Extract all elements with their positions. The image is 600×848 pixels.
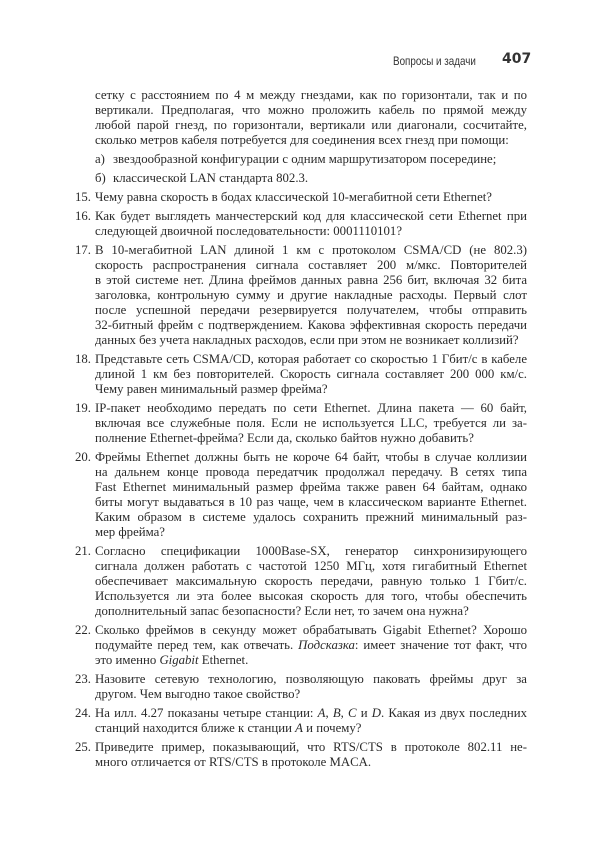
text-line <box>95 480 527 495</box>
item-number: 21. <box>75 544 91 558</box>
text-line <box>95 273 527 288</box>
text-segment: : имеет значение тот факт, что <box>354 638 527 652</box>
text-line <box>95 103 527 118</box>
text-line <box>95 209 527 224</box>
italic-text: B <box>332 706 341 720</box>
question-item <box>60 190 527 205</box>
text-segment: IP-пакет необходимо передать по сети Ethernet. Длина пакета — 60 байт, <box>95 401 527 415</box>
text-line <box>95 740 527 755</box>
question-item <box>60 450 527 540</box>
italic-text: C <box>348 706 357 720</box>
text-line <box>95 638 527 653</box>
text-line <box>95 721 527 736</box>
text-segment: данных без учета накладных расходов, если при этом не возникает коллизий? <box>95 333 519 347</box>
text-segment: следующей двоичной последовательности: 0001110101? <box>95 224 402 238</box>
text-line <box>95 574 527 589</box>
sub-item <box>60 171 527 186</box>
text-segment: в этой системе нет. Длина фреймов данных равна 256 бит, включая 32 бита <box>95 273 527 287</box>
item-number: 24. <box>75 706 91 720</box>
text-segment: любой парой гнезд, по горизонтали, вертикали или диагонали, сосчитайте, <box>95 118 527 132</box>
text-segment: Приведите пример, показывающий, что RTS/CTS в протоколе 802.11 не- <box>95 740 527 754</box>
italic-text: D <box>371 706 381 720</box>
text-segment: Согласно спецификации 1000Base-SX, генератор синхронизирующего <box>95 544 527 558</box>
question-item <box>60 544 527 619</box>
text-segment: это именно <box>95 653 160 667</box>
question-item <box>60 672 527 702</box>
item-number: 18. <box>75 352 91 366</box>
text-line <box>95 258 527 273</box>
item-number: 15. <box>75 190 91 204</box>
question-item <box>60 352 527 397</box>
text-line <box>95 559 527 574</box>
text-line <box>95 367 527 382</box>
text-line <box>95 465 527 480</box>
text-segment: Fast Ethernet минимальный размер фрейма также равен 64 байтам, однако <box>95 480 527 494</box>
text-segment: Назовите сетевую технологию, позволяющую паковать фреймы друг за <box>95 672 527 686</box>
page-number: 407 <box>502 51 532 67</box>
text-segment: мер фрейма? <box>95 525 165 539</box>
questions-list <box>60 88 527 774</box>
text-segment: заголовка, контрольную сумму и другие накладные расходы. Первый слот <box>95 288 527 302</box>
text-segment: подумайте перед тем, как отвечать. <box>95 638 299 652</box>
text-line <box>95 604 527 619</box>
text-line <box>95 687 527 702</box>
text-segment: биты могут выдаваться в 10 раз чаще, чем в классическом варианте Ethernet. <box>95 495 527 509</box>
text-segment: сигнала должен работать с частотой 1250 МГц, хотя гигабитный Ethernet <box>95 559 527 573</box>
text-line <box>95 416 527 431</box>
text-line <box>95 623 527 638</box>
text-segment: сколько метров кабеля потребуется для соединения всех гнезд при помощи: <box>95 133 509 147</box>
question-item <box>60 740 527 770</box>
item-number: 20. <box>75 450 91 464</box>
text-line <box>95 382 527 397</box>
text-segment: 32-битный фрейм с подтверждением. Какова эффективная скорость передачи <box>95 318 527 332</box>
text-segment: сетку с расстоянием по 4 м между гнездами, как по горизонтали, так и по <box>95 88 527 102</box>
text-line <box>95 133 527 148</box>
text-line <box>95 525 527 540</box>
text-segment: Представьте сеть CSMA/CD, которая работает со скоростью 1 Гбит/с в кабеле <box>95 352 527 366</box>
text-segment: Сколько фреймов в секунду может обрабатывать Gigabit Ethernet? Хорошо <box>95 623 527 637</box>
text-line <box>113 171 527 186</box>
text-segment: много отличается от RTS/CTS в протоколе MACA. <box>95 755 372 769</box>
text-line <box>95 190 527 205</box>
text-segment: Чему равна скорость в бодах классической 10-мегабитной сети Ethernet? <box>95 190 492 204</box>
text-segment: скорость распространения сигнала составляет 200 м/мкс. Повторителей <box>95 258 527 272</box>
italic-text: Gigabit <box>159 653 199 667</box>
text-line <box>95 495 527 510</box>
item-number: а) <box>95 152 105 166</box>
text-line <box>95 510 527 525</box>
text-line <box>95 88 527 103</box>
question-item <box>60 623 527 668</box>
question-item <box>60 243 527 348</box>
item-number: 17. <box>75 243 91 257</box>
text-segment: классической LAN стандарта 802.3. <box>113 171 309 185</box>
text-segment: включая все служебные поля. Если не используется LLC, требуется ли за- <box>95 416 527 430</box>
question-item <box>60 401 527 446</box>
text-segment: Как будет выглядеть манчестерский код для классической сети Ethernet при <box>95 209 527 223</box>
text-segment: , <box>340 706 349 720</box>
text-line <box>95 672 527 687</box>
text-line <box>95 303 527 318</box>
question-item <box>60 706 527 736</box>
item-number: б) <box>95 171 106 185</box>
text-line <box>95 450 527 465</box>
italic-text: Подсказка <box>298 638 355 652</box>
text-line <box>95 755 527 770</box>
text-line <box>95 431 527 446</box>
text-line <box>95 118 527 133</box>
text-segment: длиной 1 км без повторителей. Скорость сигнала составляет 200 000 км/с. <box>95 367 527 381</box>
continued-paragraph <box>60 88 527 148</box>
text-segment: и почему? <box>302 721 362 735</box>
text-segment: Ethernet. <box>198 653 249 667</box>
text-segment: В 10-мегабитной LAN длиной 1 км с протоколом CSMA/CD (не 802.3) <box>95 243 527 257</box>
text-segment: . Какая из двух последних <box>380 706 528 720</box>
text-segment: Каким образом в системе удалось сохранить прежний минимальный раз- <box>95 510 527 524</box>
text-segment: дополнительный запас безопасности? Если нет, то зачем она нужна? <box>95 604 469 618</box>
italic-text: A <box>295 721 303 735</box>
text-segment: Фреймы Ethernet должны быть не короче 64 байт, чтобы в случае коллизии <box>95 450 527 464</box>
text-segment: На илл. 4.27 показаны четыре станции: <box>95 706 318 720</box>
text-line <box>95 288 527 303</box>
text-segment: обеспечивает максимальную скорость передачи, равную только 1 Гбит/с. <box>95 574 527 588</box>
text-line <box>95 544 527 559</box>
running-header-title: Вопросы и задачи <box>393 54 476 68</box>
text-line <box>113 152 527 167</box>
text-segment: полнение Ethernet-фрейма? Если да, сколько байтов нужно добавить? <box>95 431 474 445</box>
item-number: 22. <box>75 623 91 637</box>
text-line <box>95 589 527 604</box>
text-segment: станций находится ближе к станции <box>95 721 296 735</box>
text-segment: Используется ли эта более высокая скорость для того, чтобы обеспечить <box>95 589 527 603</box>
text-line <box>95 401 527 416</box>
text-segment: и <box>356 706 372 720</box>
text-segment: после успешной передачи резервируется получателем, чтобы отправить <box>95 303 527 317</box>
item-number: 16. <box>75 209 91 223</box>
text-line <box>95 318 527 333</box>
question-item <box>60 209 527 239</box>
item-number: 25. <box>75 740 91 754</box>
item-number: 19. <box>75 401 91 415</box>
italic-text: A <box>317 706 326 720</box>
text-line <box>95 653 527 668</box>
text-segment: на дальнем конце провода передатчик продолжал передачу. В сетях типа <box>95 465 527 479</box>
text-line <box>95 243 527 258</box>
text-line <box>95 333 527 348</box>
text-segment: звездообразной конфигурации с одним маршрутизатором посередине; <box>113 152 497 166</box>
sub-item <box>60 152 527 167</box>
text-segment: другом. Чем выгодно такое свойство? <box>95 687 301 701</box>
text-line <box>95 706 527 721</box>
text-segment: , <box>325 706 333 720</box>
text-segment: вертикали. Предполагая, что можно проложить кабель по прямой между <box>95 103 527 117</box>
text-line <box>95 224 527 239</box>
text-segment: Чему равен минимальный размер фрейма? <box>95 382 328 396</box>
item-number: 23. <box>75 672 91 686</box>
text-line <box>95 352 527 367</box>
